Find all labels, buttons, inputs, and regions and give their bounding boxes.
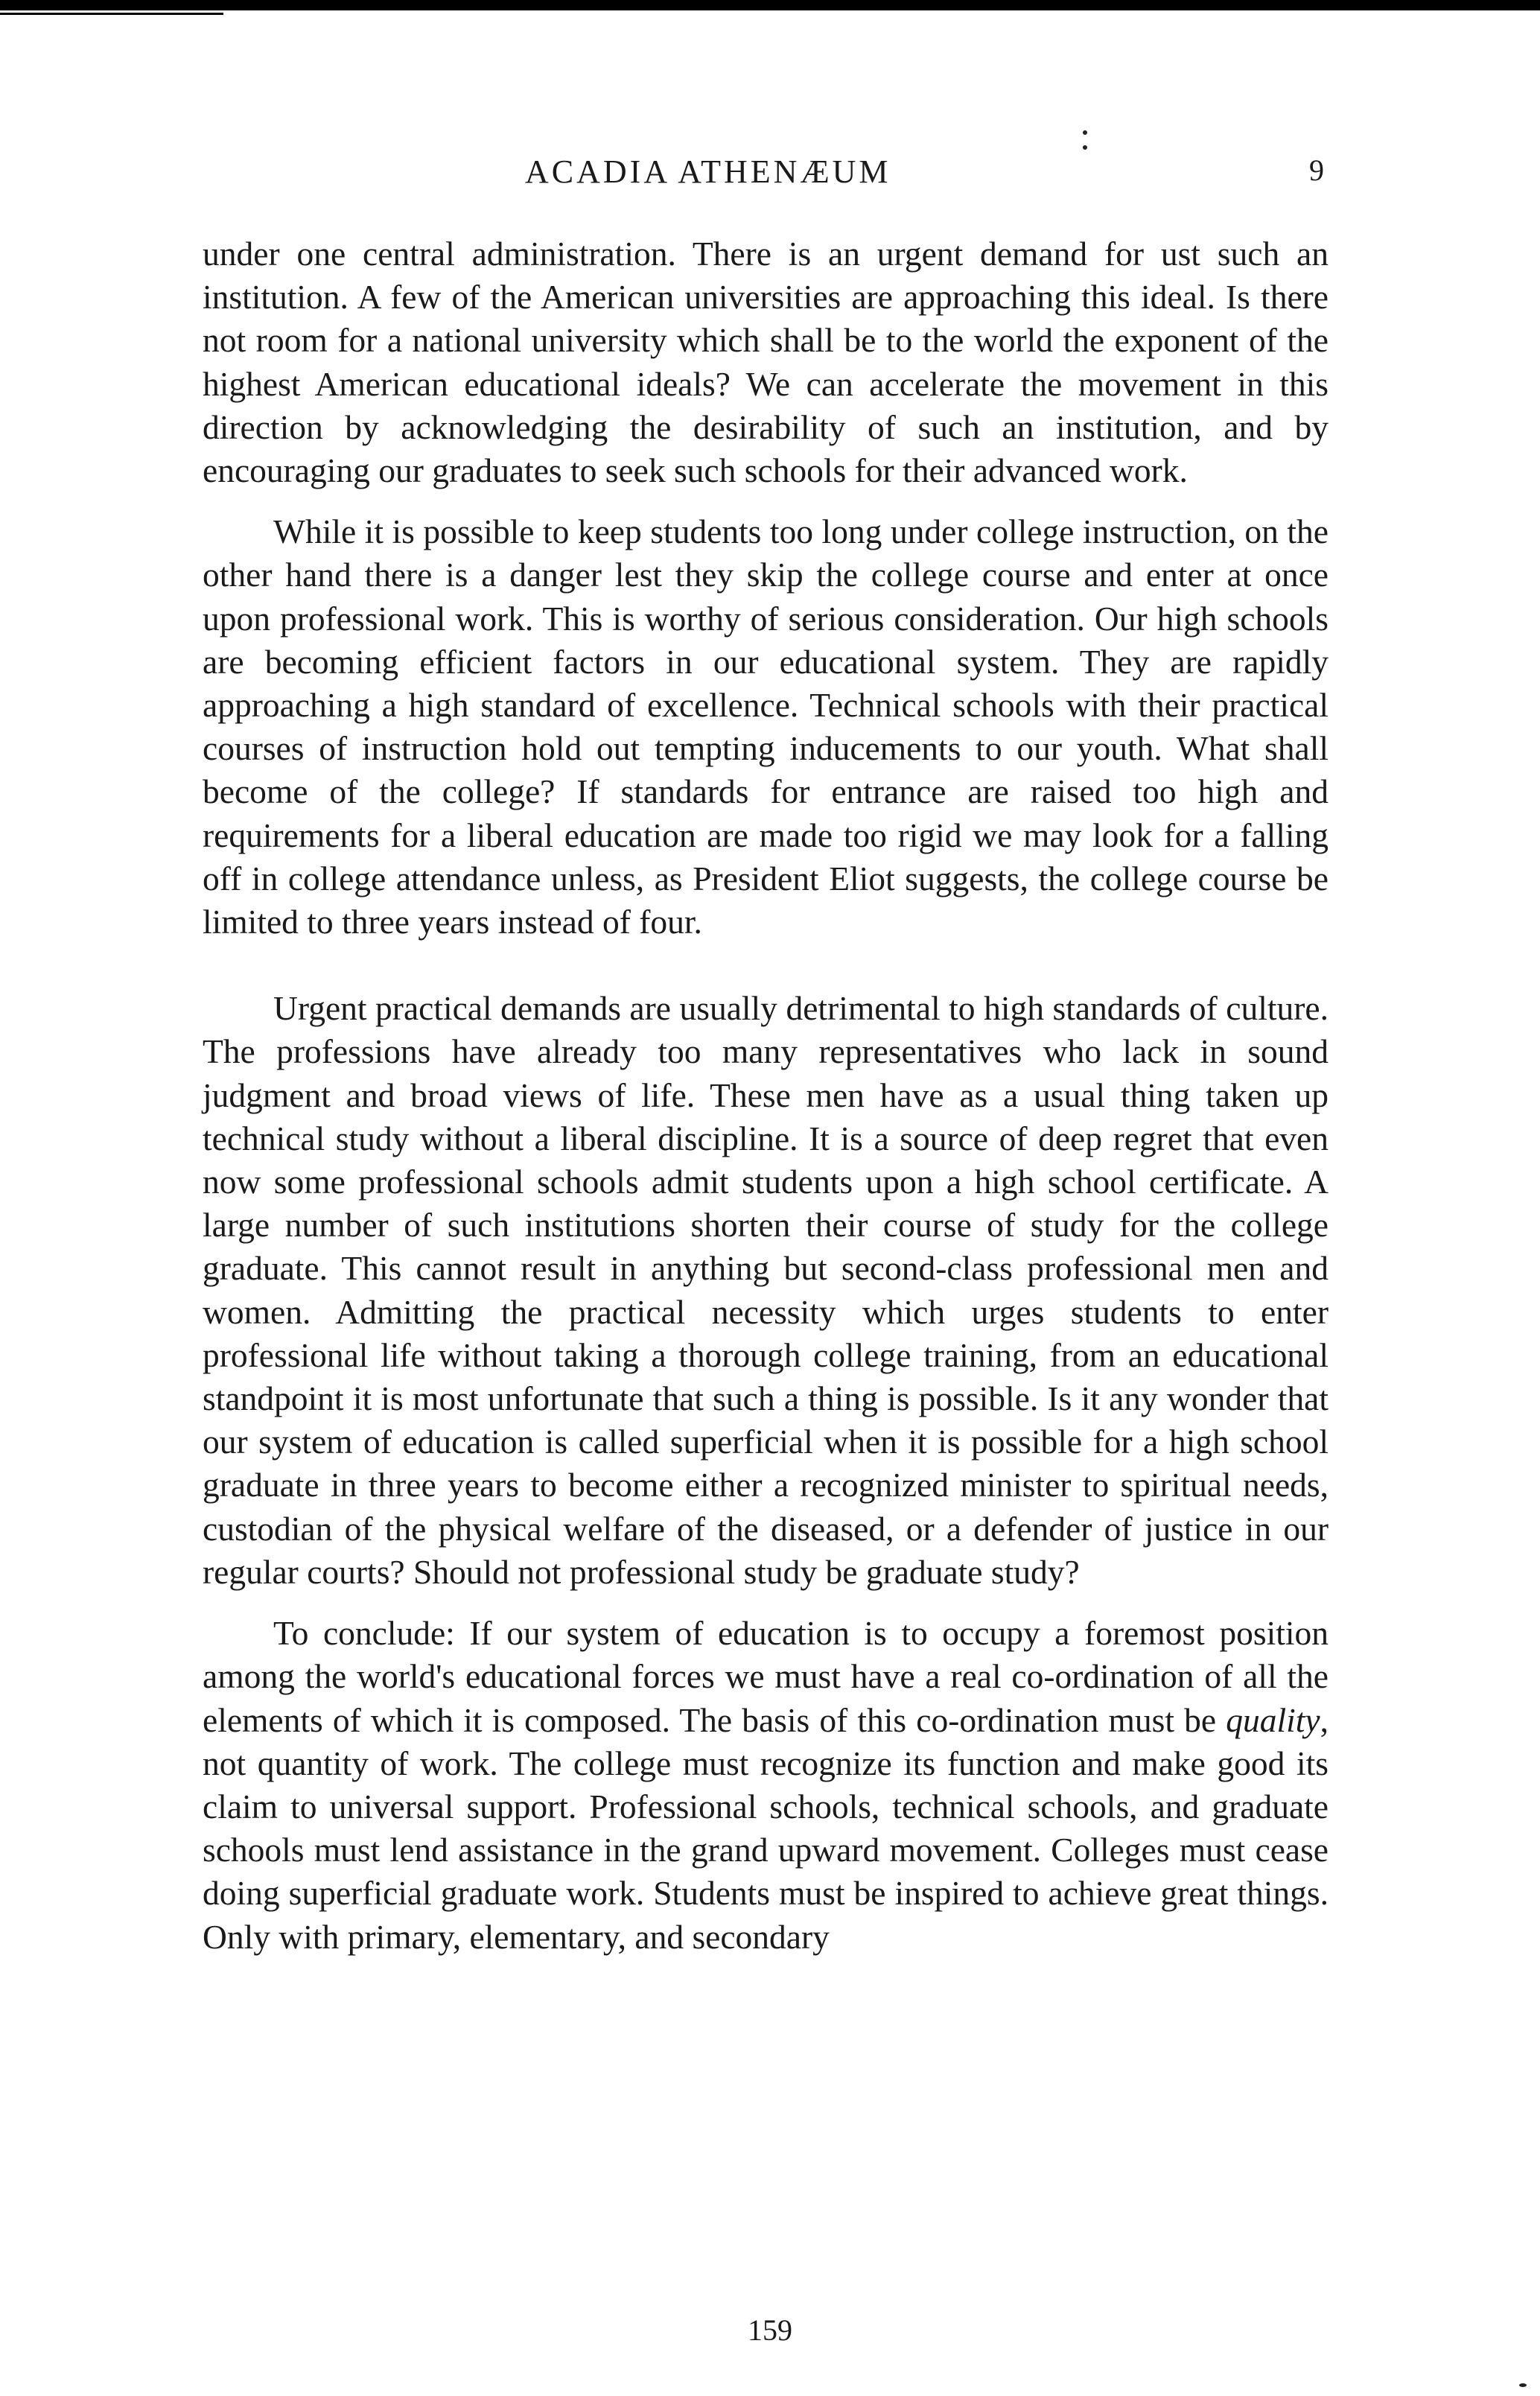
print-speck (1083, 145, 1087, 150)
print-speck (1519, 2383, 1527, 2387)
top-border-rule (0, 0, 1540, 10)
paragraph-practical-demands: Urgent practical demands are usually detrimental to high standards of culture. The professions have already too many representatives who lack in sound judgment and broad views of life. These men have as a usual thing taken up technical study without a liberal discipline. It is a source of deep regret that even now some professional schools admit students upon a high school certificate. A large number of such institutions shorten their course of study for the college graduate. This cannot result in anything but second-class professional men and women. Admitting the practical necessity which urges students to enter professional life without taking a thorough college training, from an educational standpoint it is most unfortunate that such a thing is possible. Is it any wonder that our system of education is called superficial when it is possible for a high school graduate in three years to become either a recognized minister to spiritual needs, custodian of the physical welfare of the diseased, or a defender of justice in our regular courts? Should not professional study be graduate study? (203, 989, 1329, 1591)
running-title: ACADIA ATHENÆUM (525, 153, 891, 190)
print-speck (1083, 130, 1087, 135)
header-folio: 9 (1309, 153, 1324, 187)
page-number: 159 (748, 2313, 792, 2347)
conclusion-text-start: To conclude: If our system of education is to occupy a foremost position among the world's educational forces we must have a real co-ordination of all the elements of which it is composed. The basis of this co-ordination must be (203, 1614, 1329, 1739)
conclusion-text-end: , not quantity of work. The college must recognize its function and make good its claim to universal support. Professional schools, technical schools, and graduate schools must lend assistance in the grand upward movement. Colleges must cease doing superficial graduate work. Students must be inspired to achieve great things. Only with primary, elementary, and secondary (203, 1700, 1329, 1956)
paragraph-college-instruction: While it is possible to keep students too long under college instruction, on the other hand there is a danger lest they skip the college course and enter at once upon professional work. This is worthy of serious consideration. Our high schools are becoming efficient factors in our educational system. They are rapidly approaching a high standard of excellence. Technical schools with their practical courses of instruction hold out tempting inducements to our youth. What shall become of the college? If standards for entrance are raised too high and requirements for a liberal education are made too rigid we may look for a falling off in college attendance unless, as President Eliot suggests, the college course be limited to three years instead of four. (203, 512, 1329, 941)
paragraph-conclusion (203, 1612, 1329, 1959)
top-border-rule-thin (0, 13, 223, 15)
paragraph-continued: under one central administration. There is an urgent demand for ust such an institution. A few of the American universities are approaching this ideal. Is there not room for a national university which shall be to the world the exponent of the highest American educational ideals? We can accelerate the movement in this direction by acknowledging the desirability of such an institution, and by encouraging our graduates to seek such schools for their advanced work. (203, 235, 1329, 490)
running-header (0, 153, 1540, 197)
page-body (203, 232, 1329, 1959)
emphasis-quality: quality (1226, 1700, 1320, 1739)
